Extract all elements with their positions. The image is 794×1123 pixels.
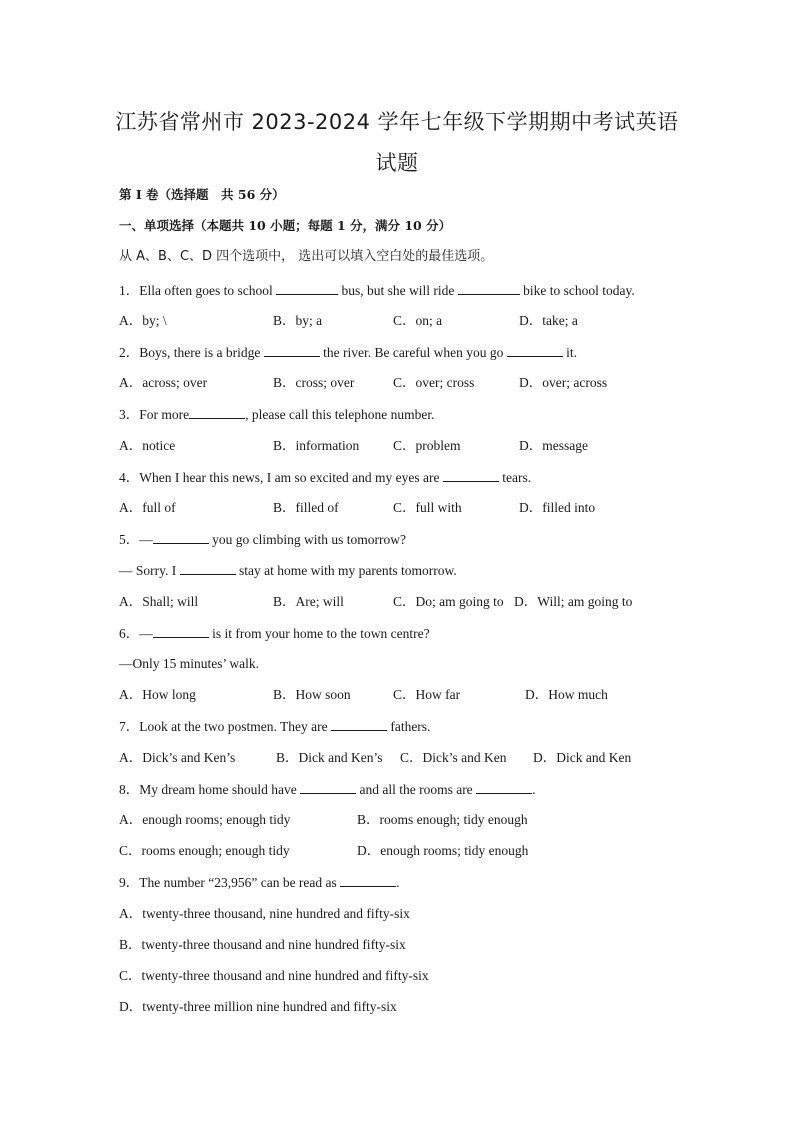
answer-blank xyxy=(507,343,563,357)
question-text: 6．— xyxy=(119,626,153,641)
section-instruction: 从 A、B、C、D 四个选项中， 选出可以填入空白处的最佳选项。 xyxy=(119,249,494,264)
question-3 xyxy=(119,405,434,424)
option-a: A．notice xyxy=(119,438,176,453)
option-c: C．over; cross xyxy=(393,375,475,390)
question-text: and all the rooms are xyxy=(356,782,477,797)
option-d: D．filled into xyxy=(519,500,596,515)
question-1 xyxy=(119,281,635,300)
question-5-reply xyxy=(119,561,457,580)
question-text: stay at home with my parents tomorrow. xyxy=(235,563,457,578)
answer-blank xyxy=(153,624,209,638)
option-d: D．take; a xyxy=(519,313,578,328)
answer-blank xyxy=(153,530,209,544)
question-text: 4．When I hear this news, I am so excited and my eyes are xyxy=(119,470,443,485)
question-5 xyxy=(119,530,406,549)
option-d: D．twenty-three million nine hundred and fifty-six xyxy=(119,999,397,1014)
option-c: C．How far xyxy=(393,687,461,702)
option-b: B．twenty-three thousand and nine hundred fifty-six xyxy=(119,937,406,952)
answer-blank xyxy=(331,717,387,731)
question-6 xyxy=(119,624,430,643)
question-9 xyxy=(119,873,400,892)
question-text: — Sorry. I xyxy=(119,563,180,578)
option-d: D．enough rooms; tidy enough xyxy=(357,843,529,858)
answer-blank xyxy=(443,468,499,482)
option-c: C．on; a xyxy=(393,313,443,328)
option-d: D．message xyxy=(519,438,588,453)
question-text: tears. xyxy=(498,470,532,485)
question-2 xyxy=(119,343,577,362)
option-b: B．rooms enough; tidy enough xyxy=(357,812,528,827)
question-text: , please call this telephone number. xyxy=(245,407,435,422)
question-6-reply: —Only 15 minutes’ walk. xyxy=(119,656,259,671)
option-a: A．twenty-three thousand, nine hundred and fifty-six xyxy=(119,906,410,921)
question-text: 1．Ella often goes to school xyxy=(119,283,277,298)
question-text: . xyxy=(532,782,536,797)
answer-blank xyxy=(180,561,236,575)
option-b: B．Are; will xyxy=(273,594,344,609)
option-b: B．filled of xyxy=(273,500,339,515)
question-7 xyxy=(119,717,430,736)
question-text: bike to school today. xyxy=(519,283,635,298)
option-c: C．Do; am going to xyxy=(393,594,504,609)
option-b: B．Dick and Ken’s xyxy=(276,750,383,765)
question-text: you go climbing with us tomorrow? xyxy=(208,532,406,547)
option-b: B．information xyxy=(273,438,360,453)
question-text: 9．The number “23,956” can be read as xyxy=(119,875,341,890)
option-d: D．Dick and Ken xyxy=(533,750,632,765)
section-heading: 一、单项选择（本题共 10 小题；每题 1 分，满分 10 分） xyxy=(119,218,452,233)
question-text: 3．For more xyxy=(119,407,190,422)
option-c: C．Dick’s and Ken xyxy=(400,750,507,765)
question-text: it. xyxy=(562,345,578,360)
option-c: C．problem xyxy=(393,438,461,453)
option-a: A．enough rooms; enough tidy xyxy=(119,812,291,827)
option-c: C．rooms enough; enough tidy xyxy=(119,843,290,858)
option-d: D．How much xyxy=(525,687,608,702)
option-a: A．across; over xyxy=(119,375,208,390)
document-title-continued: 试题 xyxy=(375,151,419,175)
question-text: the river. Be careful when you go xyxy=(319,345,507,360)
option-a: A．full of xyxy=(119,500,176,515)
answer-blank xyxy=(276,281,338,295)
answer-blank xyxy=(189,405,245,419)
answer-blank xyxy=(476,780,532,794)
option-d: D．Will; am going to xyxy=(514,594,633,609)
option-d: D．over; across xyxy=(519,375,608,390)
document-title: 江苏省常州市 2023-2024 学年七年级下学期期中考试英语 xyxy=(115,110,679,134)
question-text: 7．Look at the two postmen. They are xyxy=(119,719,331,734)
answer-blank xyxy=(264,343,320,357)
option-b: B．cross; over xyxy=(273,375,355,390)
question-text: 5．— xyxy=(119,532,153,547)
option-a: A．Dick’s and Ken’s xyxy=(119,750,236,765)
question-8 xyxy=(119,780,535,799)
option-c: C．full with xyxy=(393,500,462,515)
question-4 xyxy=(119,468,531,487)
part-heading: 第 I 卷（选择题 共 56 分） xyxy=(119,187,285,202)
option-b: B．How soon xyxy=(273,687,351,702)
option-b: B．by; a xyxy=(273,313,323,328)
answer-blank xyxy=(458,281,520,295)
question-text: 2．Boys, there is a bridge xyxy=(119,345,264,360)
option-a: A．How long xyxy=(119,687,196,702)
question-text: bus, but she will ride xyxy=(338,283,458,298)
answer-blank xyxy=(340,873,396,887)
question-text: . xyxy=(396,875,400,890)
question-text: fathers. xyxy=(386,719,431,734)
question-text: is it from your home to the town centre? xyxy=(208,626,430,641)
answer-blank xyxy=(300,780,356,794)
option-a: A．by; \ xyxy=(119,313,167,328)
option-a: A．Shall; will xyxy=(119,594,199,609)
question-text: 8．My dream home should have xyxy=(119,782,301,797)
option-c: C．twenty-three thousand and nine hundred and fifty-six xyxy=(119,968,429,983)
